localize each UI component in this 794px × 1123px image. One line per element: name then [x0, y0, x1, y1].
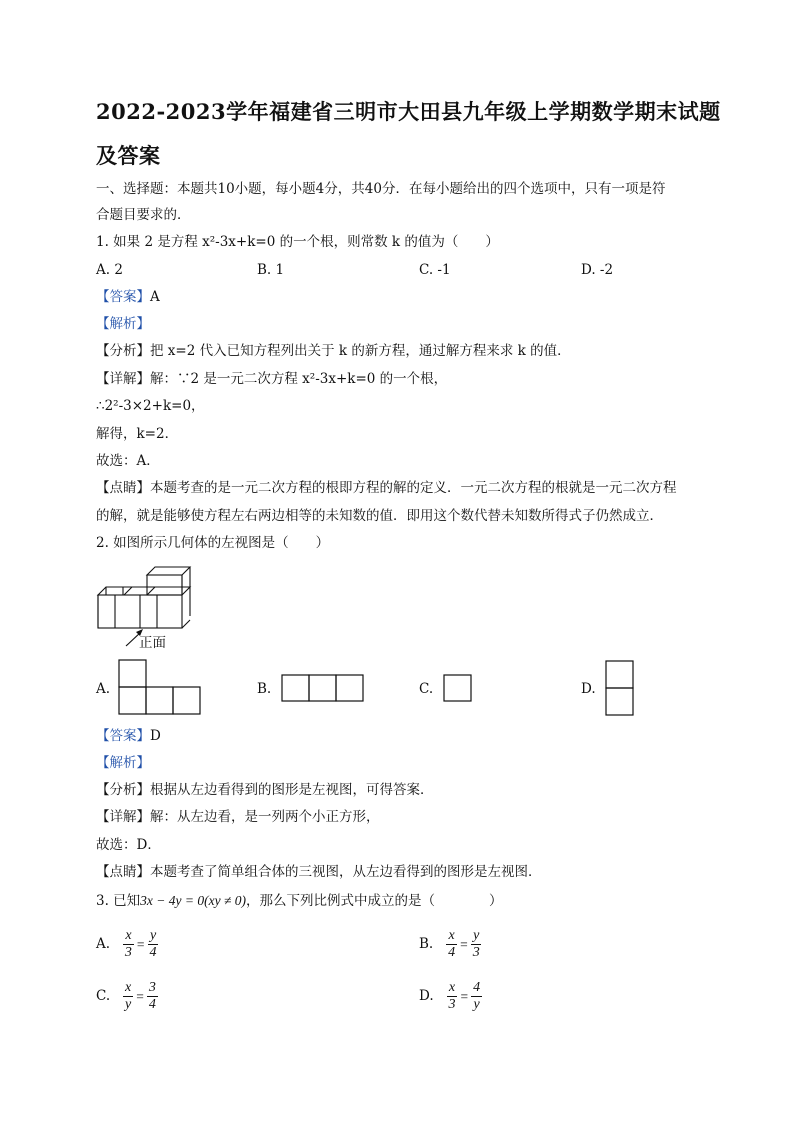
- q2-option-a-figure: [118, 659, 203, 715]
- q1-answer: A: [150, 289, 160, 305]
- q2-dianjing: 本题考查了简单组合体的三视图，从左边看得到的图形是左视图．: [150, 864, 542, 880]
- fraction: $\frac{4}{y}$: [473, 980, 481, 1012]
- q3-option-b: [419, 928, 482, 961]
- equals-sign: =: [136, 988, 144, 1004]
- option-label: B.: [419, 936, 434, 952]
- fraction: $\frac{y}{4}$: [149, 928, 157, 960]
- fraction: $\frac{x}{3}$: [124, 928, 132, 960]
- xiangjie-tag: 【详解】: [96, 371, 150, 387]
- q2-option-a-label: A.: [96, 681, 111, 697]
- q2-analysis-tag: 【解析】: [96, 755, 150, 771]
- option-label: D.: [419, 988, 434, 1004]
- fraction: $\frac{y}{3}$: [472, 928, 480, 960]
- equals-sign: =: [136, 936, 145, 952]
- q2-stem: 2. 如图所示几何体的左视图是（ ）: [96, 535, 330, 551]
- q3-stem: [96, 892, 503, 910]
- q2-fenxi: 根据从左边看得到的图形是左视图，可得答案．: [150, 782, 434, 798]
- fraction: $\frac{x}{3}$: [448, 980, 456, 1012]
- q1-stem: 1. 如果 2 是方程 x²-3x+k=0 的一个根，则常数 k 的值为（ ）: [96, 234, 499, 250]
- equals-sign: =: [460, 936, 468, 952]
- q1-option-d: D. -2: [581, 262, 614, 278]
- q1-option-b: B. 1: [257, 262, 285, 278]
- dianjing-tag: 【点睛】: [96, 480, 150, 496]
- answer-tag: 【答案】: [96, 728, 150, 744]
- document-title-line-1: 2022-2023学年福建省三明市大田县九年级上学期数学期末试题: [96, 99, 721, 124]
- option-label: C.: [96, 988, 111, 1004]
- section-intro-line-2: 合题目要求的．: [96, 207, 191, 223]
- q2-dianjing-line: [96, 863, 542, 881]
- q1-fenxi-line: [96, 342, 571, 360]
- option-label: A.: [96, 936, 111, 952]
- q2-answer: D: [150, 728, 161, 744]
- q1-option-c: C. -1: [419, 262, 451, 278]
- q1-xiangjie: 解：∵2 是一元二次方程 x²-3x+k=0 的一个根，: [150, 371, 448, 387]
- q3-stem-prefix: 3. 已知: [96, 893, 141, 909]
- q2-choose: 故选：D．: [96, 837, 161, 853]
- q2-xiangjie: 解：从左边看，是一列两个小正方形，: [150, 809, 380, 825]
- q2-option-d-label: D.: [581, 681, 596, 697]
- equals-sign: =: [460, 988, 469, 1004]
- q1-step-1: ∴2²-3×2+k=0，: [96, 398, 205, 414]
- q2-option-d-figure: [605, 660, 634, 716]
- q3-option-a: [96, 928, 159, 961]
- q3-option-d: [419, 980, 482, 1013]
- xiangjie-tag: 【详解】: [96, 809, 150, 825]
- q1-step-2: 解得，k=2．: [96, 426, 179, 442]
- q1-choose: 故选：A．: [96, 453, 160, 469]
- q3-stem-math: 3x − 4y = 0(xy ≠ 0): [140, 893, 247, 908]
- q2-option-b-figure: [281, 674, 364, 702]
- fraction: $\frac{x}{4}$: [448, 928, 456, 960]
- q2-option-c-figure: [443, 674, 472, 702]
- document-title-line-2: 及答案: [96, 143, 161, 168]
- dianjing-tag: 【点睛】: [96, 864, 150, 880]
- q2-answer-line: [96, 727, 161, 745]
- q3-option-c: [96, 980, 158, 1013]
- q1-analysis-tag: 【解析】: [96, 316, 150, 332]
- fraction: $\frac{x}{y}$: [125, 980, 132, 1012]
- q1-answer-line: [96, 288, 160, 306]
- section-intro-line-1: 一、选择题：本题共10小题，每小题4分，共40分．在每小题给出的四个选项中，只有一项是符: [96, 181, 666, 197]
- q2-xiangjie-line: [96, 808, 380, 826]
- q2-option-c-label: C.: [419, 681, 434, 697]
- q1-dianjing-line-1: [96, 479, 677, 497]
- q1-dianjing-1: 本题考查的是一元二次方程的根即方程的解的定义．一元二次方程的根就是一元二次方程: [150, 480, 677, 496]
- q1-dianjing-line-2: 的解，就是能够使方程左右两边相等的未知数的值．即用这个数代替未知数所得式子仍然成立．: [96, 508, 663, 524]
- answer-tag: 【答案】: [96, 289, 150, 305]
- q2-figure-label: 正面: [139, 635, 166, 651]
- q1-option-a: A. 2: [96, 262, 123, 278]
- q2-option-b-label: B.: [257, 681, 272, 697]
- q2-fenxi-line: [96, 781, 434, 799]
- fenxi-tag: 【分析】: [96, 343, 150, 359]
- fraction: $\frac{3}{4}$: [148, 980, 156, 1012]
- q1-fenxi: 把 x=2 代入已知方程列出关于 k 的新方程，通过解方程来求 k 的值．: [150, 343, 571, 359]
- fenxi-tag: 【分析】: [96, 782, 150, 798]
- q3-stem-suffix: ，那么下列比例式中成立的是（ ）: [246, 893, 503, 909]
- q1-xiangjie-line: [96, 370, 447, 388]
